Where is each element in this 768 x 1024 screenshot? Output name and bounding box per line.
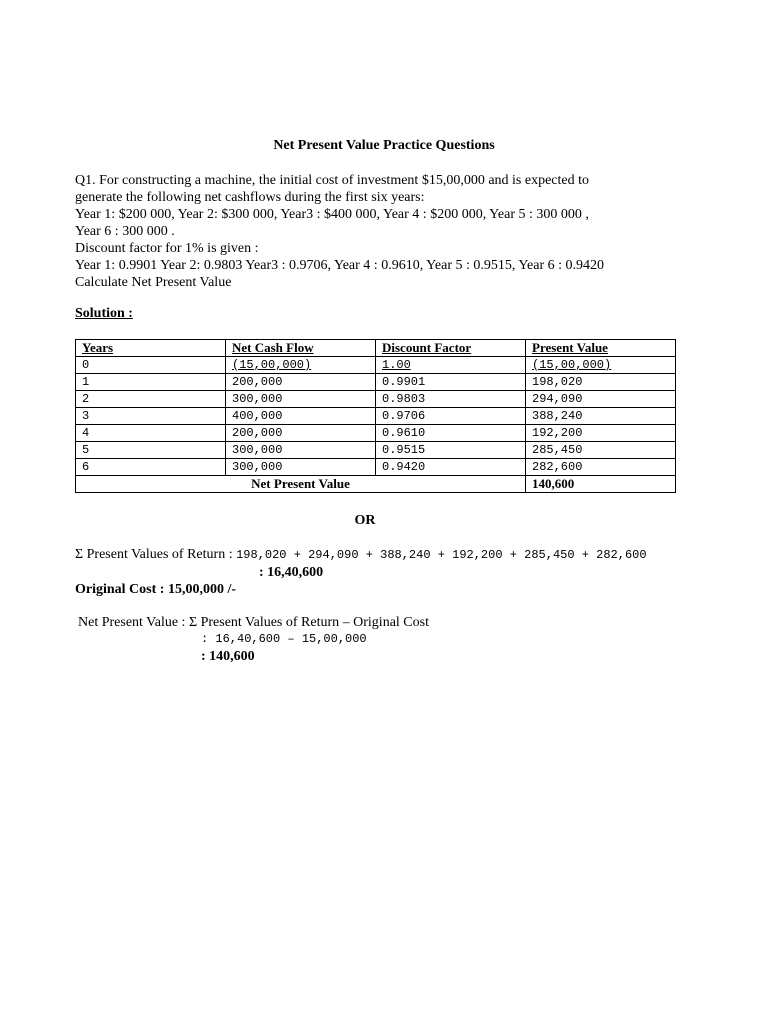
question-line-2: generate the following net cashflows during the first six years: — [75, 190, 425, 205]
cell-present-value: 198,020 — [526, 374, 676, 391]
header-net-cash-flow: Net Cash Flow — [226, 340, 376, 357]
cell-discount-factor: 0.9610 — [376, 425, 526, 442]
cell-present-value: 192,200 — [526, 425, 676, 442]
cell-discount-factor: 0.9706 — [376, 408, 526, 425]
table-row — [76, 442, 676, 459]
question-line-1: Q1. For constructing a machine, the initial cost of investment $15,00,000 and is expected to — [75, 173, 590, 188]
header-present-value: Present Value — [526, 340, 676, 357]
npv-formula: Net Present Value : Σ Present Values of Return – Original Cost — [78, 615, 429, 630]
cell-discount-factor: 0.9420 — [376, 459, 526, 476]
cell-year: 1 — [76, 374, 226, 391]
cell-year: 5 — [76, 442, 226, 459]
cell-present-value: (15,00,000) — [526, 357, 676, 374]
question-line-7: Calculate Net Present Value — [75, 275, 232, 290]
cell-discount-factor: 0.9901 — [376, 374, 526, 391]
table-row — [76, 391, 676, 408]
cell-net-cash-flow: 200,000 — [226, 374, 376, 391]
header-years: Years — [76, 340, 226, 357]
solution-label: Solution : — [75, 306, 133, 321]
cell-net-cash-flow: 300,000 — [226, 459, 376, 476]
or-divider: OR — [354, 513, 376, 528]
sum-line — [75, 546, 647, 564]
cell-present-value: 388,240 — [526, 408, 676, 425]
cell-discount-factor: 0.9803 — [376, 391, 526, 408]
cell-net-cash-flow: (15,00,000) — [226, 357, 376, 374]
cell-year: 0 — [76, 357, 226, 374]
question-line-5: Discount factor for 1% is given : — [75, 241, 259, 256]
cell-present-value: 282,600 — [526, 459, 676, 476]
table-row — [76, 459, 676, 476]
npv-table — [75, 339, 676, 493]
table-row — [76, 374, 676, 391]
sum-terms: 198,020 + 294,090 + 388,240 + 192,200 + 285,450 + 282,600 — [236, 548, 647, 562]
cell-discount-factor: 0.9515 — [376, 442, 526, 459]
table-total-row — [76, 476, 676, 493]
sum-result: : 16,40,600 — [259, 565, 324, 580]
question-line-4: Year 6 : 300 000 . — [75, 224, 175, 239]
original-cost: Original Cost : 15,00,000 /- — [75, 582, 236, 597]
table-header-row — [76, 340, 676, 357]
question-line-3: Year 1: $200 000, Year 2: $300 000, Year3 : $400 000, Year 4 : $200 000, Year 5 : 300 000 , — [75, 207, 589, 222]
table-row — [76, 425, 676, 442]
cell-net-cash-flow: 200,000 — [226, 425, 376, 442]
cell-year: 6 — [76, 459, 226, 476]
cell-net-cash-flow: 300,000 — [226, 391, 376, 408]
table-row — [76, 408, 676, 425]
header-discount-factor: Discount Factor — [376, 340, 526, 357]
cell-year: 2 — [76, 391, 226, 408]
total-value: 140,600 — [526, 476, 676, 493]
cell-net-cash-flow: 400,000 — [226, 408, 376, 425]
cell-year: 3 — [76, 408, 226, 425]
sum-prefix: Σ Present Values of Return : — [75, 547, 237, 562]
npv-result: : 140,600 — [201, 649, 255, 664]
table-row — [76, 357, 676, 374]
npv-calculation: : 16,40,600 – 15,00,000 — [201, 632, 367, 646]
cell-present-value: 285,450 — [526, 442, 676, 459]
cell-present-value: 294,090 — [526, 391, 676, 408]
cell-year: 4 — [76, 425, 226, 442]
page-title: Net Present Value Practice Questions — [273, 138, 495, 153]
cell-discount-factor: 1.00 — [376, 357, 526, 374]
question-line-6: Year 1: 0.9901 Year 2: 0.9803 Year3 : 0.9706, Year 4 : 0.9610, Year 5 : 0.9515, Year 6 : 0.9420 — [75, 258, 605, 273]
cell-net-cash-flow: 300,000 — [226, 442, 376, 459]
total-label: Net Present Value — [76, 476, 526, 493]
